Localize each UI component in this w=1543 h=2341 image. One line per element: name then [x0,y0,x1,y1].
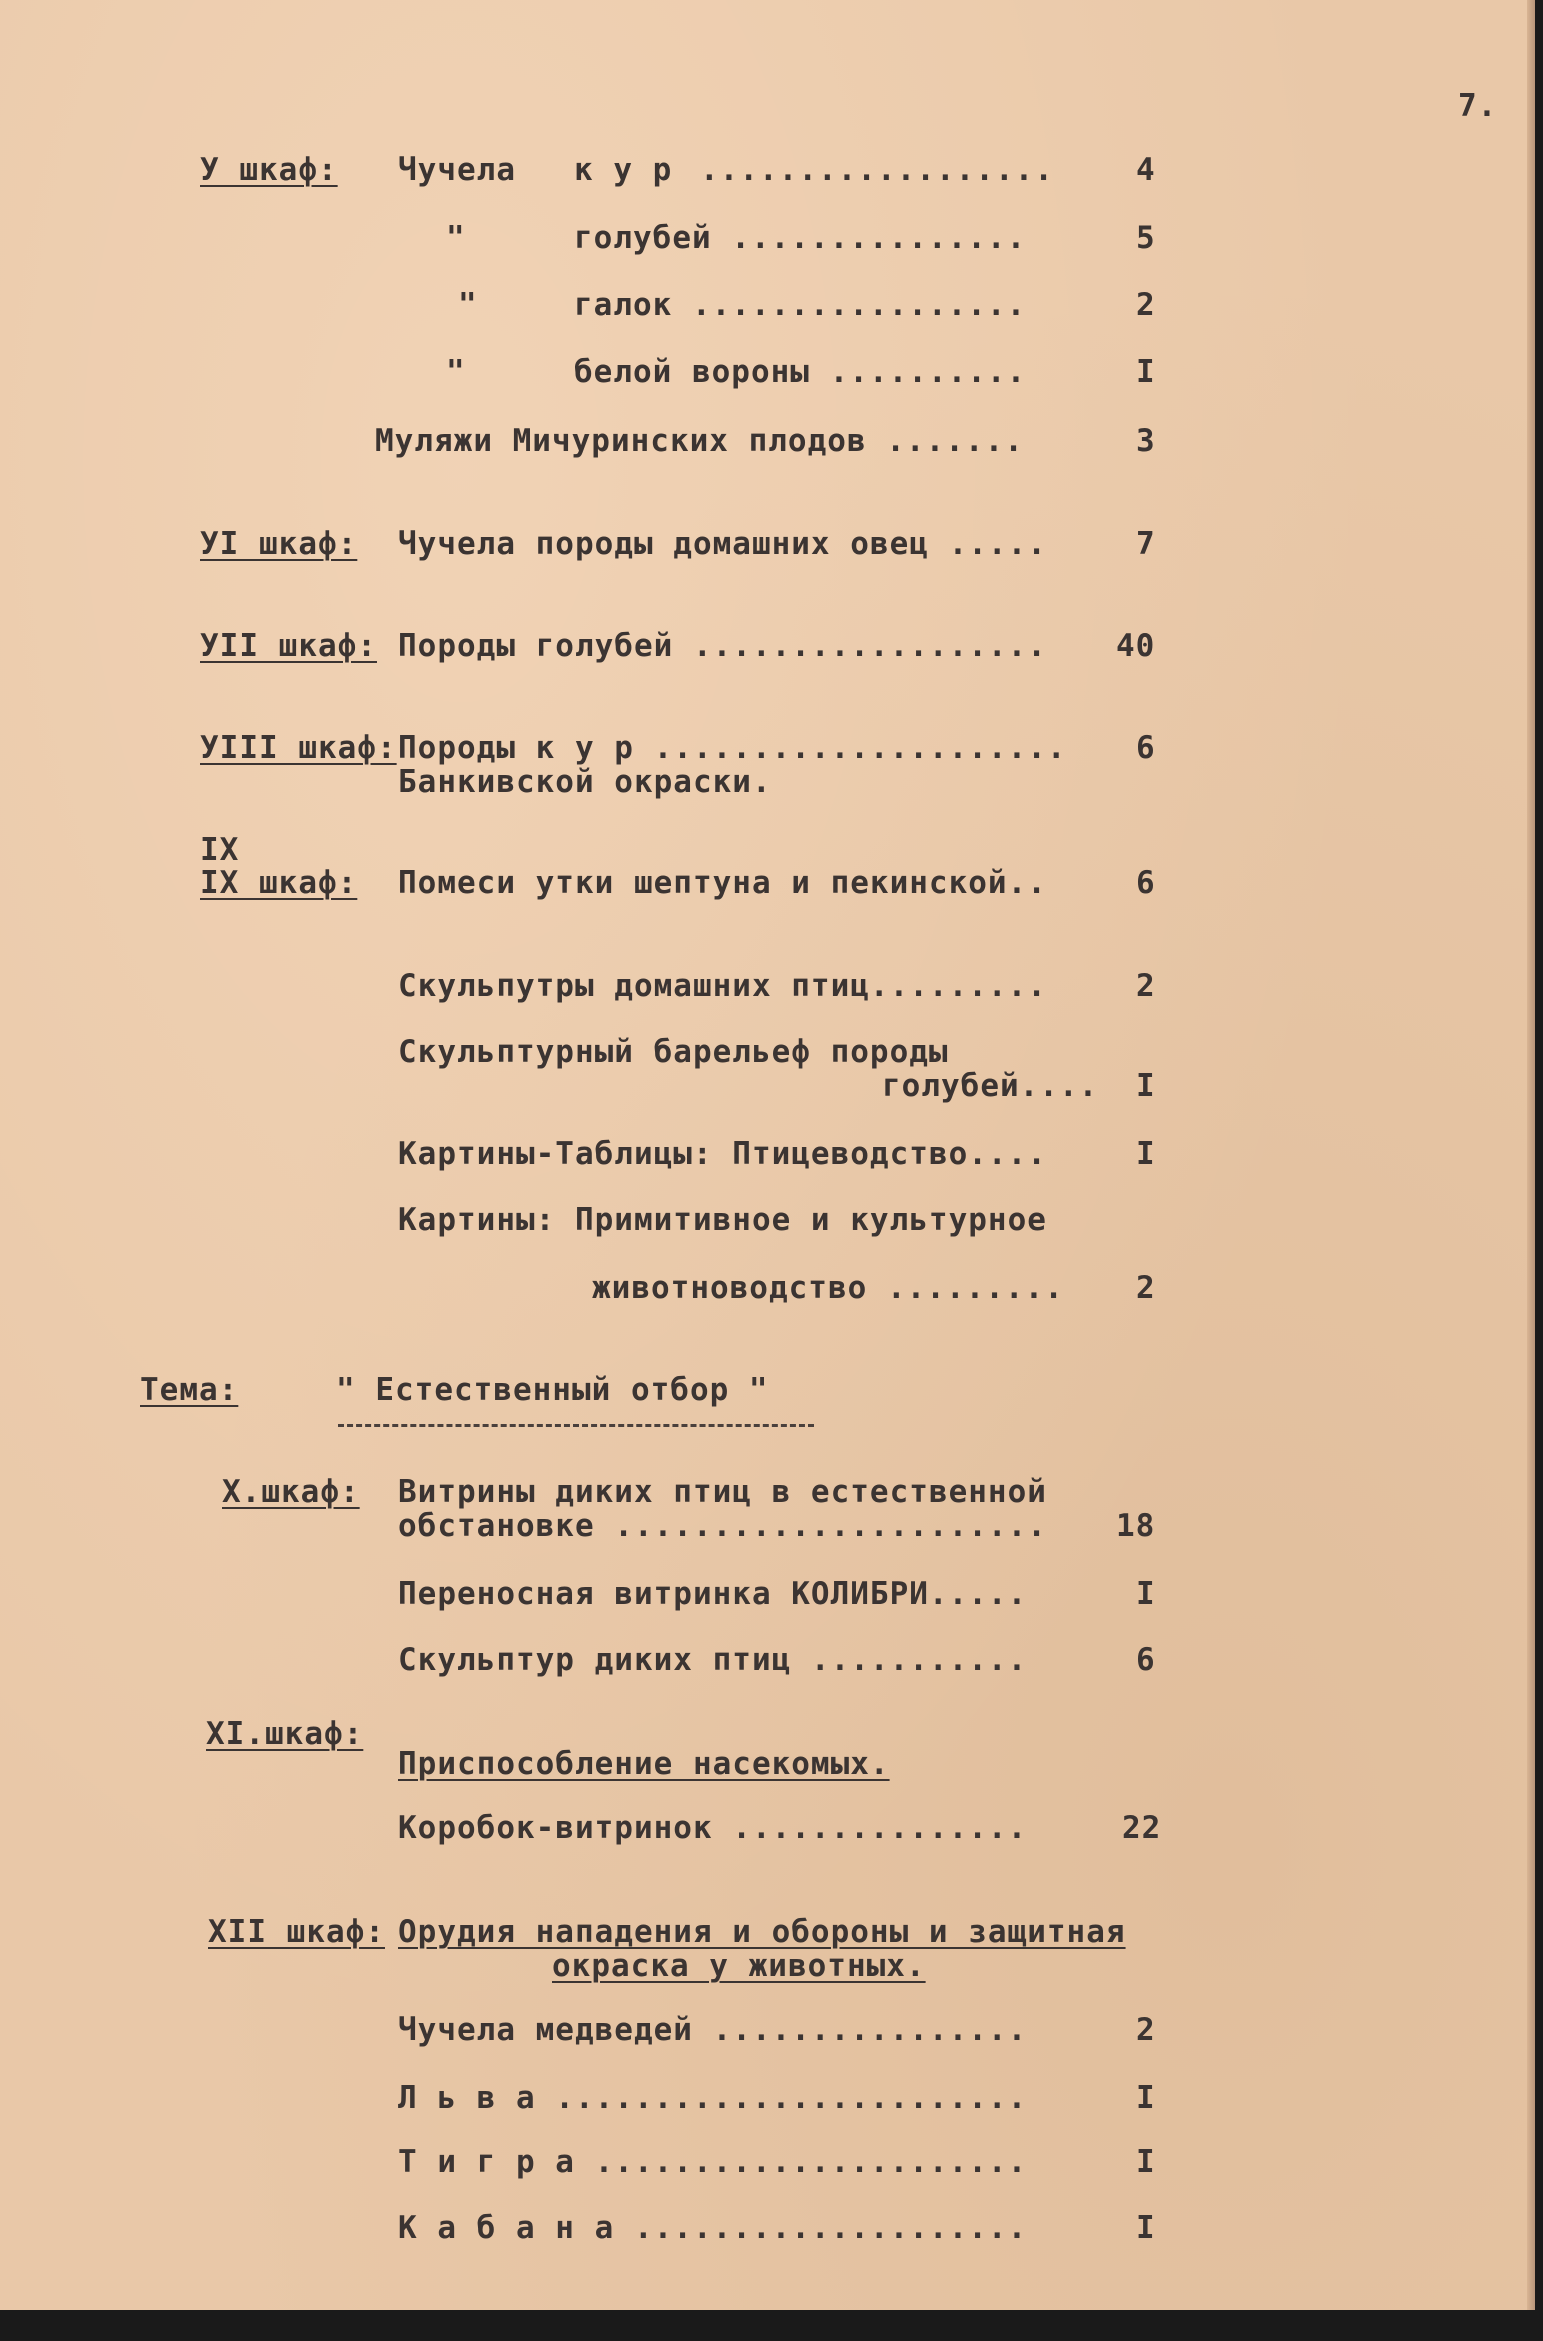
cabinet-xii-item1-count: 2 [1136,2012,1156,2048]
cabinet-ix-item2-count: 2 [1136,968,1156,1004]
ditto-mark: " [458,287,478,323]
cabinet-xii-item4: К а б а н а .................... [398,2210,1028,2246]
cabinet-ix-roman: IX [200,832,240,868]
cabinet-ix-item2: Скульпутры домашних птиц......... [398,968,1047,1004]
cabinet-xi-count: 22 [1122,1810,1162,1846]
cabinet-viii-count: 6 [1136,730,1156,766]
cabinet-v-item1-count: 4 [1136,152,1156,188]
cabinet-ix-item5: Картины: Примитивное и культурное [398,1202,1047,1238]
cabinet-vii-label: УII шкаф: [200,628,377,664]
cabinet-vii-item: Породы голубей .................. [398,628,1047,664]
cabinet-vii-count: 40 [1116,628,1156,664]
cabinet-vi-label: УI шкаф: [200,526,358,562]
cabinet-x-item1-cont: обстановке ...................... [398,1508,1047,1544]
cabinet-ix-item5-cont: животноводство ......... [592,1270,1064,1306]
cabinet-v-item1-b: к у р [574,152,673,188]
cabinet-ix-label: IX шкаф: [200,865,358,901]
cabinet-ix-item4: Картины-Таблицы: Птицеводство.... [398,1136,1047,1172]
cabinet-ix-item5-count: 2 [1136,1270,1156,1306]
cabinet-xii-title-cont: окраска у животных. [552,1948,926,1984]
ditto-mark: " [446,220,466,256]
cabinet-xii-label: ХII шкаф: [208,1914,385,1950]
cabinet-v-item5-count: 3 [1136,423,1156,459]
cabinet-xi-label: ХI.шкаф: [206,1716,364,1752]
cabinet-x-item3: Скульптур диких птиц ........... [398,1642,1028,1678]
cabinet-xii-item2-count: I [1136,2080,1156,2116]
cabinet-v-item4-count: I [1136,354,1156,390]
cabinet-v-item1-dots: .................. [700,152,1054,188]
cabinet-ix-item1-count: 6 [1136,865,1156,901]
cabinet-ix-item3-count: I [1136,1068,1156,1104]
cabinet-v-item1-a: Чучела [398,152,516,188]
cabinet-ix-item3: Скульптурный барельеф породы [398,1034,949,1070]
cabinet-x-item2-count: I [1136,1576,1156,1612]
cabinet-xii-item3-count: I [1136,2144,1156,2180]
theme-underline [338,1424,814,1427]
cabinet-xii-title: Орудия нападения и обороны и защитная [398,1914,1126,1950]
cabinet-v-item2-count: 5 [1136,220,1156,256]
cabinet-x-item3-count: 6 [1136,1642,1156,1678]
cabinet-viii-item-cont: Банкивской окраски. [398,764,772,800]
cabinet-vi-item: Чучела породы домашних овец ..... [398,526,1047,562]
cabinet-viii-label: УIII шкаф: [200,730,397,766]
cabinet-v-item3-count: 2 [1136,287,1156,323]
cabinet-xii-item4-count: I [1136,2210,1156,2246]
cabinet-vi-count: 7 [1136,526,1156,562]
cabinet-x-item1-count: 18 [1116,1508,1156,1544]
cabinet-xii-item2: Л ь в а ........................ [398,2080,1028,2116]
cabinet-xi-item: Коробок-витринок ............... [398,1810,1028,1846]
cabinet-ix-item4-count: I [1136,1136,1156,1172]
cabinet-x-item1: Витрины диких птиц в естественной [398,1474,1047,1510]
cabinet-xii-item3: Т и г р а ...................... [398,2144,1028,2180]
theme-label: Тема: [140,1372,239,1408]
cabinet-v-item3: галок ................. [574,287,1027,323]
cabinet-xii-item1: Чучела медведей ................ [398,2012,1028,2048]
cabinet-v-item5: Муляжи Мичуринских плодов ....... [375,423,1024,459]
cabinet-v-item4: белой вороны .......... [574,354,1027,390]
cabinet-xi-title: Приспособление насекомых. [398,1746,890,1782]
cabinet-x-label: Х.шкаф: [222,1474,360,1510]
cabinet-ix-item1: Помеси утки шептуна и пекинской.. [398,865,1047,901]
cabinet-v-label: У шкаф: [200,152,338,188]
page-number: 7. [1458,88,1498,124]
theme-title: " Естественный отбор " [336,1372,769,1408]
page-edge [1527,0,1535,2310]
cabinet-viii-item: Породы к у р ..................... [398,730,1067,766]
cabinet-x-item2: Переносная витринка КОЛИБРИ..... [398,1576,1028,1612]
cabinet-v-item2: голубей ............... [574,220,1027,256]
cabinet-ix-item3-cont: голубей.... [882,1068,1099,1104]
ditto-mark: " [446,354,466,390]
